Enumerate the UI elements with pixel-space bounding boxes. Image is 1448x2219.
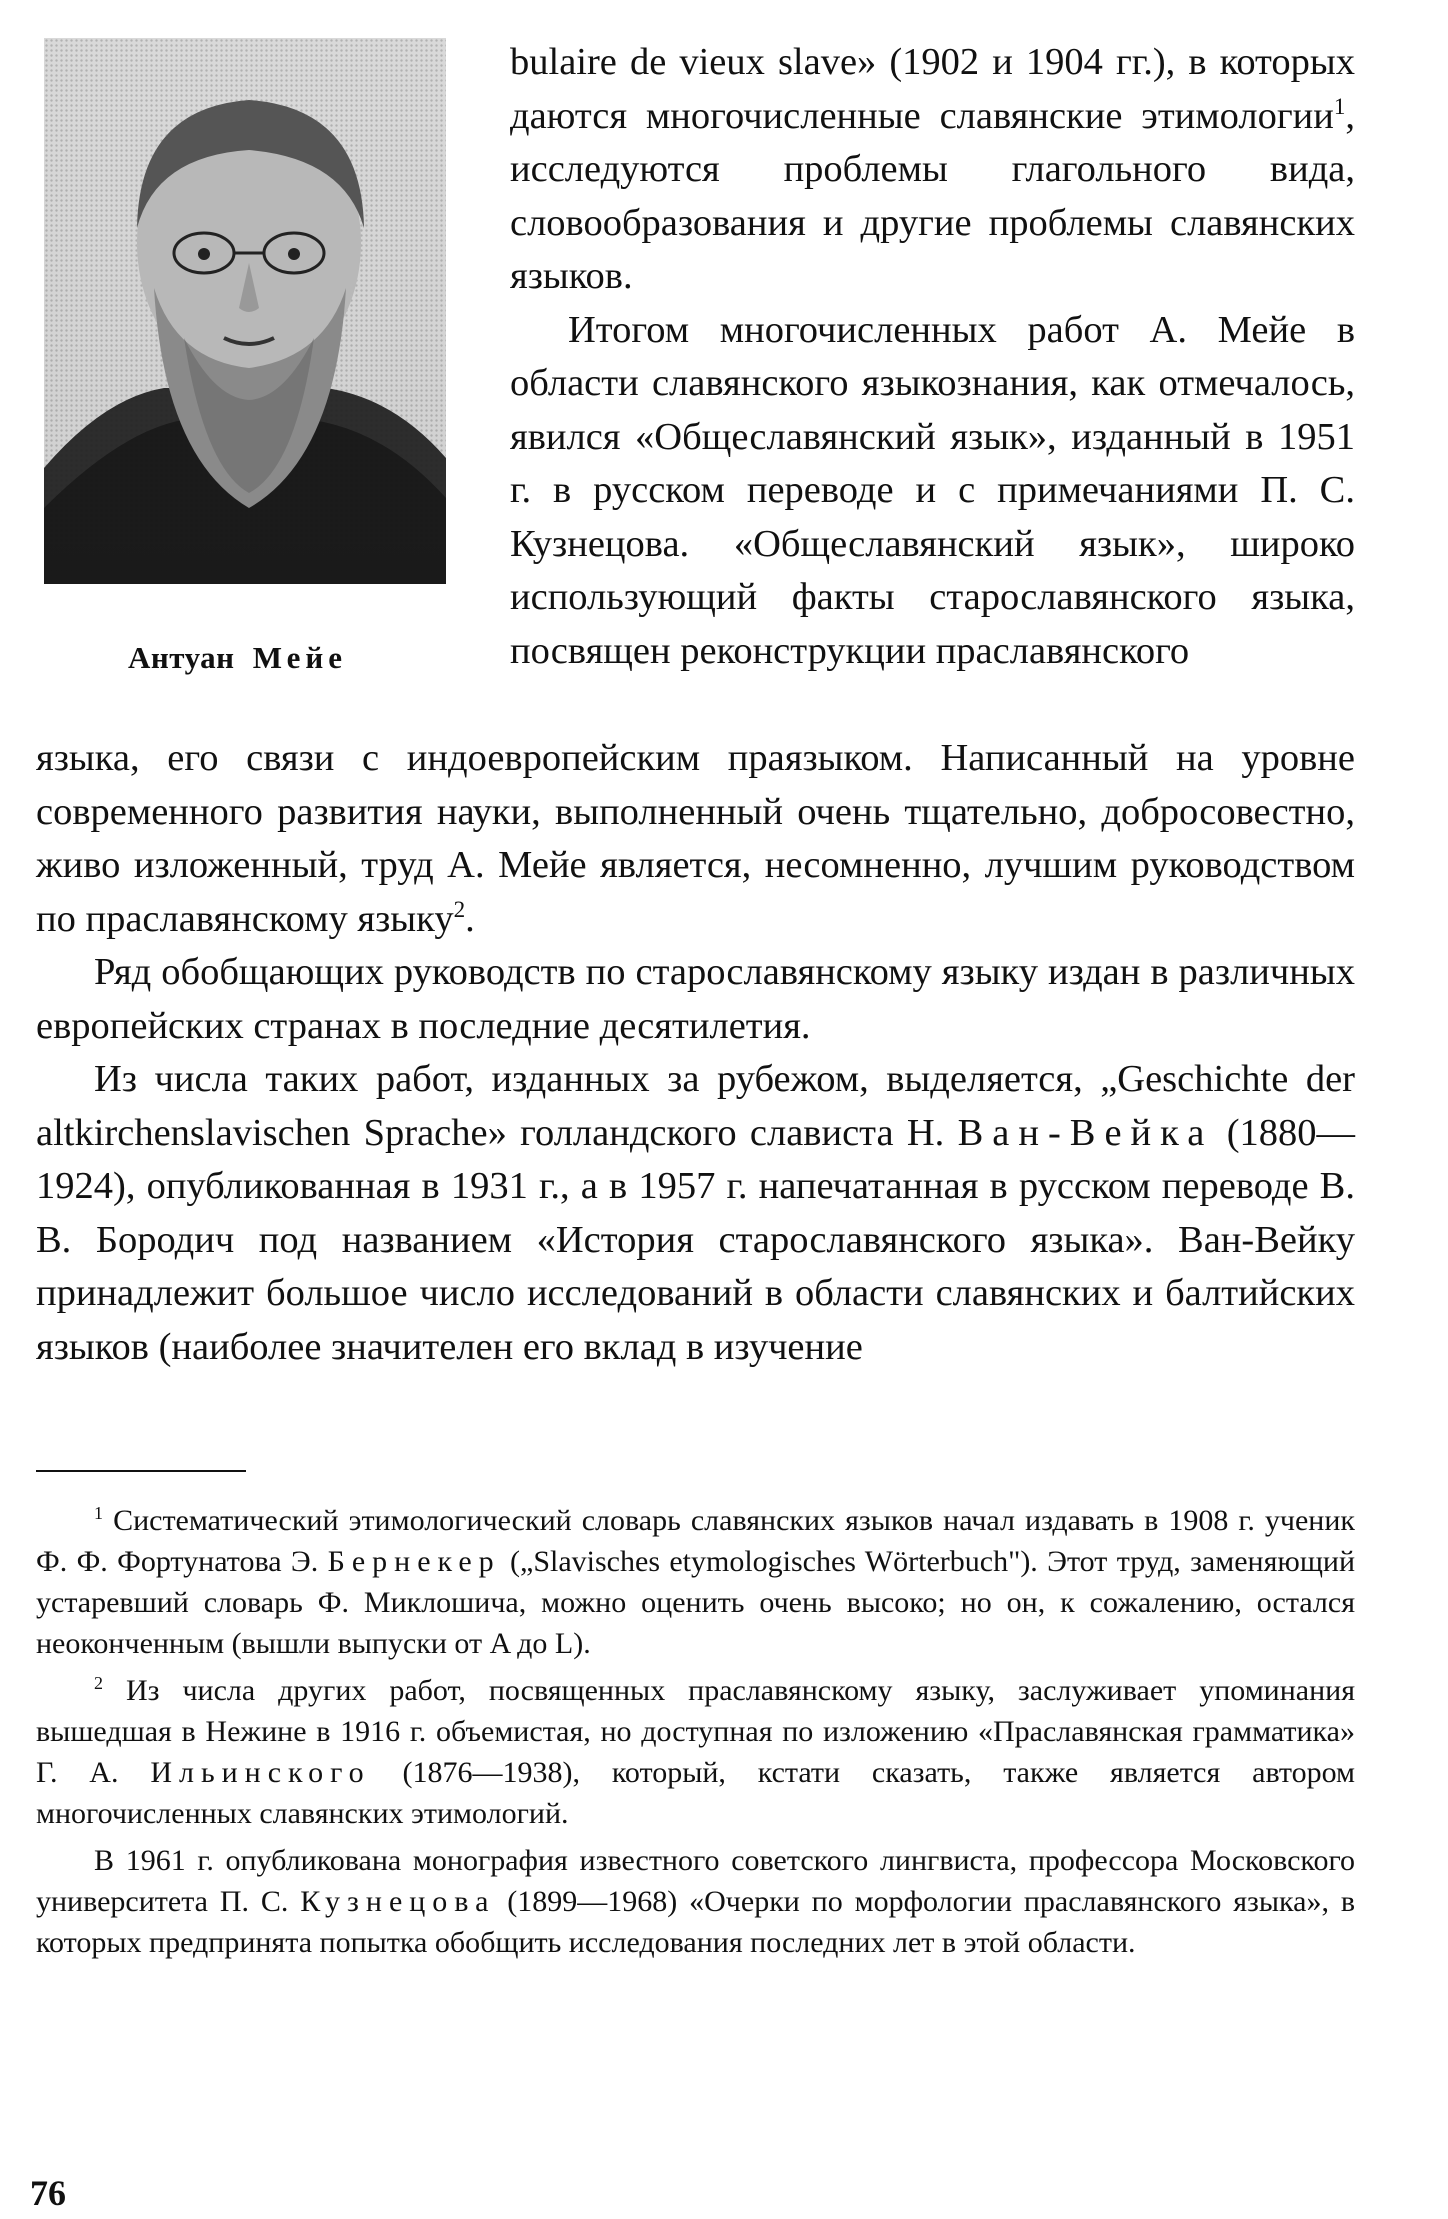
footnote-2-spaced-name: Ильинского [150,1756,371,1789]
paragraph-4 [36,1053,1355,1374]
paragraph-2-end: . [465,897,475,940]
paragraph-1-text: bulaire de vieux slave» (1902 и 1904 гг.), в которых даются многочисленные славянские этимологии [510,41,1355,137]
paragraph-1 [510,36,1355,304]
footnote-1-spaced-name: Бернекер [327,1545,501,1578]
portrait-photo [44,38,446,584]
footnote-3-text-a: В 1961 г. опубликована монография известного советского лингвиста, профессора Московского университета П. С. [36,1844,1355,1918]
caption-first-name: Антуан [128,640,235,675]
footnote-1 [36,1500,1355,1664]
wrapped-text-column [510,36,1355,678]
paragraph-3: Ряд обобщающих руководств по старославянскому языку издан в различных европейских странах в последние десятилетия. [36,951,1355,1047]
paragraph-2-wrapped: Итогом многочисленных работ А. Мейе в области славянского языкознания, как отмечалось, явился «Общеславянский язык», изданный в 1951 г. в русском переводе и с примечаниями П. С. Кузнецова. «Общеславянский язык», широко использующий факты старославянского языка, посвящен реконструкции праславянского [510,308,1355,672]
footnote-2-text-a: Из числа других работ, посвященных праславянскому языку, заслуживает упоминания вышедшая в Нежине в 1916 г. объемистая, но доступная по изложению «Праславянская грамматика» Г. А. [36,1674,1356,1789]
footnote-separator [36,1470,246,1472]
paragraph-1-rest: , исследуются проблемы глагольного вида, словообразования и другие проблемы славянских языков. [510,94,1355,297]
paragraph-2-continued [36,732,1355,946]
paragraph-4-text-b: (1880—1924), опубликованная в 1931 г., а в 1957 г. напечатанная в русском переводе В. В. Бородич под названием «История старославянского языка». Ван-Вейку принадлежит большое число исследований в области славянских и балтийских языков (наиболее значителен его вклад в изучение [36,1111,1356,1368]
footnote-1-text-a: Систематический этимологический словарь славянских языков начал издавать в 1908 г. ученик Ф. Ф. Фортунатова Э. [36,1504,1355,1578]
paragraph-4-text-a: Из числа таких работ, изданных за рубежом, выделяется, „Geschichte der altkirchenslavischen Sprache» голландского слависта Н. [36,1058,1355,1154]
footnote-2-mark: 2 [94,1673,103,1693]
caption-last-name: Мейе [252,640,348,675]
footnote-3-spaced-name: Кузнецова [300,1885,496,1918]
full-width-text-column [36,732,1355,1374]
footnote-ref-2: 2 [453,895,466,922]
portrait-image [44,38,446,584]
footnote-3-text-b: (1899—1968) «Очерки по морфологии праславянского языка», в которых предпринята попытка обобщить исследования последних лет в этой области. [36,1885,1356,1959]
portrait-caption [128,640,347,676]
page-number: 76 [30,2173,66,2213]
footnote-1-text-b: („Slavisches etymologisches Wörterbuch"). Этот труд, заменяющий устаревший словарь Ф. Миклошича, можно оценить очень высоко; но он, к сожалению, остался неоконченным (вышли выпуски от A до L). [36,1545,1356,1660]
footnote-ref-1: 1 [1333,92,1346,119]
footnote-3 [36,1840,1355,1963]
paragraph-4-spaced-name: Ван-Вейка [957,1111,1214,1154]
footnote-2 [36,1670,1355,1834]
footnotes [36,1500,1355,1969]
footnote-1-mark: 1 [94,1503,103,1523]
paragraph-2-text: языка, его связи с индоевропейским праязыком. Написанный на уровне современного развития науки, выполненный очень тщательно, добросовестно, живо изложенный, труд А. Мейе является, несомненно, лучшим руководством по праславянскому языку [36,737,1355,940]
footnote-2-text-b: (1876—1938), который, кстати сказать, также является автором многочисленных славянских этимологий. [36,1756,1355,1830]
